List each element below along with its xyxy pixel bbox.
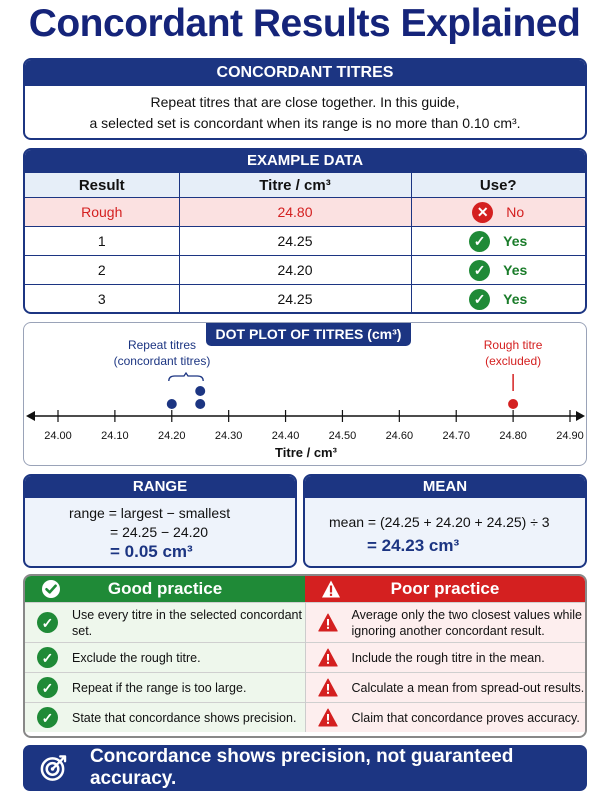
mean-formula-line-1: mean = (24.25 + 24.20 + 24.25) ÷ 3	[329, 514, 550, 530]
check-icon: ✓	[37, 707, 58, 728]
check-icon: ✓	[37, 677, 58, 698]
check-circle-icon	[41, 579, 61, 599]
warning-icon	[318, 648, 338, 667]
example-data-table	[25, 172, 585, 314]
col-header-result: Result	[25, 173, 179, 198]
rough-annotation-line-1: Rough titre	[483, 338, 543, 352]
list-item	[25, 702, 305, 732]
warning-icon	[318, 613, 338, 632]
check-icon: ✓	[37, 647, 58, 668]
poor-item-text: Claim that concordance proves accuracy.	[351, 710, 580, 725]
poor-practice-list	[305, 602, 586, 732]
row-result: 1	[25, 227, 179, 256]
list-item	[306, 672, 586, 702]
example-data-panel	[23, 148, 587, 314]
x-tick-label: 24.20	[158, 430, 186, 442]
x-tick-label: 24.90	[556, 430, 584, 442]
col-header-use: Use?	[411, 173, 585, 198]
mean-result: = 24.23 cm³	[367, 536, 460, 555]
row-titre: 24.80	[179, 198, 411, 227]
check-icon: ✓	[37, 612, 58, 633]
range-panel	[23, 474, 297, 568]
footer-text: Concordance shows precision, not guaranteed accuracy.	[89, 746, 514, 789]
concordant-line-2: a selected set is concordant when its range is no more than 0.10 cm³.	[89, 115, 521, 131]
range-formula-line-2: = 24.25 − 24.20	[110, 524, 209, 540]
data-point	[167, 399, 177, 409]
range-heading: RANGE	[25, 476, 295, 498]
row-use: Yes	[503, 262, 528, 278]
practice-panel	[23, 574, 587, 738]
x-tick-label: 24.10	[101, 430, 129, 442]
row-titre: 24.20	[179, 256, 411, 285]
table-row	[25, 227, 585, 256]
poor-item-text: Calculate a mean from spread-out results.	[351, 680, 585, 695]
good-item-text: State that concordance shows precision.	[72, 710, 297, 725]
data-point	[508, 399, 518, 409]
list-item	[306, 702, 586, 732]
check-icon: ✓	[469, 260, 490, 281]
concordant-heading: CONCORDANT TITRES	[25, 60, 585, 86]
cross-icon: ✕	[472, 202, 493, 223]
table-row	[25, 198, 585, 227]
x-axis-label: Titre / cm³	[275, 445, 337, 460]
row-use: No	[506, 204, 525, 220]
range-formula-line-1: range = largest − smallest	[69, 505, 231, 521]
mean-heading: MEAN	[305, 476, 585, 498]
good-practice-list	[25, 602, 305, 732]
example-data-heading: EXAMPLE DATA	[25, 150, 585, 172]
dot-plot-title: DOT PLOT OF TITRES (cm³)	[206, 322, 411, 346]
footer-banner	[23, 745, 587, 791]
row-use: Yes	[503, 291, 528, 308]
x-tick-label: 24.40	[271, 430, 300, 442]
range-result: = 0.05 cm³	[110, 542, 193, 561]
list-item	[306, 602, 586, 642]
poor-item-text: Include the rough titre in the mean.	[351, 650, 545, 665]
axis-arrow-left	[26, 411, 35, 421]
list-item	[306, 642, 586, 672]
poor-item-text: Average only the two closest values while ignoring another concordant result.	[351, 607, 582, 638]
x-tick-label: 24.60	[385, 430, 414, 442]
check-icon: ✓	[469, 289, 490, 310]
mean-panel	[303, 474, 587, 568]
target-icon	[39, 753, 68, 783]
rough-annotation-line-2: (excluded)	[485, 354, 542, 368]
list-item	[25, 642, 305, 672]
x-tick-label: 24.70	[442, 430, 470, 442]
warning-icon	[321, 579, 341, 599]
concordant-line-1: Repeat titres that are close together. In this guide,	[150, 94, 460, 110]
good-item-text: Exclude the rough titre.	[72, 650, 201, 665]
data-point	[195, 386, 205, 396]
warning-icon	[318, 708, 338, 727]
list-item	[25, 672, 305, 702]
row-titre: 24.25	[179, 227, 411, 256]
list-item	[25, 602, 305, 642]
table-row	[25, 256, 585, 285]
row-use: Yes	[503, 233, 528, 249]
row-titre: 24.25	[179, 285, 411, 314]
good-practice-heading: Good practice	[107, 579, 223, 598]
check-icon: ✓	[469, 231, 490, 252]
x-tick-label: 24.50	[328, 430, 357, 442]
repeat-annotation-line-2: (concordant titres)	[113, 354, 211, 368]
good-item-text: Use every titre in the selected concordant set.	[72, 607, 302, 638]
concordant-titres-panel	[23, 58, 587, 140]
x-tick-label: 24.00	[44, 430, 72, 442]
table-row	[25, 285, 585, 314]
repeat-annotation-line-1: Repeat titres	[127, 338, 197, 352]
row-result: 2	[25, 256, 179, 285]
dot-plot-panel	[23, 322, 587, 466]
row-result: Rough	[25, 198, 179, 227]
col-header-titre: Titre / cm³	[179, 173, 411, 198]
page-title: Concordant Results Explained	[28, 2, 581, 45]
x-tick-label: 24.80	[499, 430, 527, 442]
concordant-brace	[169, 373, 203, 381]
good-item-text: Repeat if the range is too large.	[72, 680, 247, 695]
x-tick-label: 24.30	[214, 430, 243, 442]
data-point	[195, 399, 205, 409]
warning-icon	[318, 678, 338, 697]
axis-arrow-right	[576, 411, 585, 421]
row-result: 3	[25, 285, 179, 314]
poor-practice-heading: Poor practice	[390, 579, 500, 598]
